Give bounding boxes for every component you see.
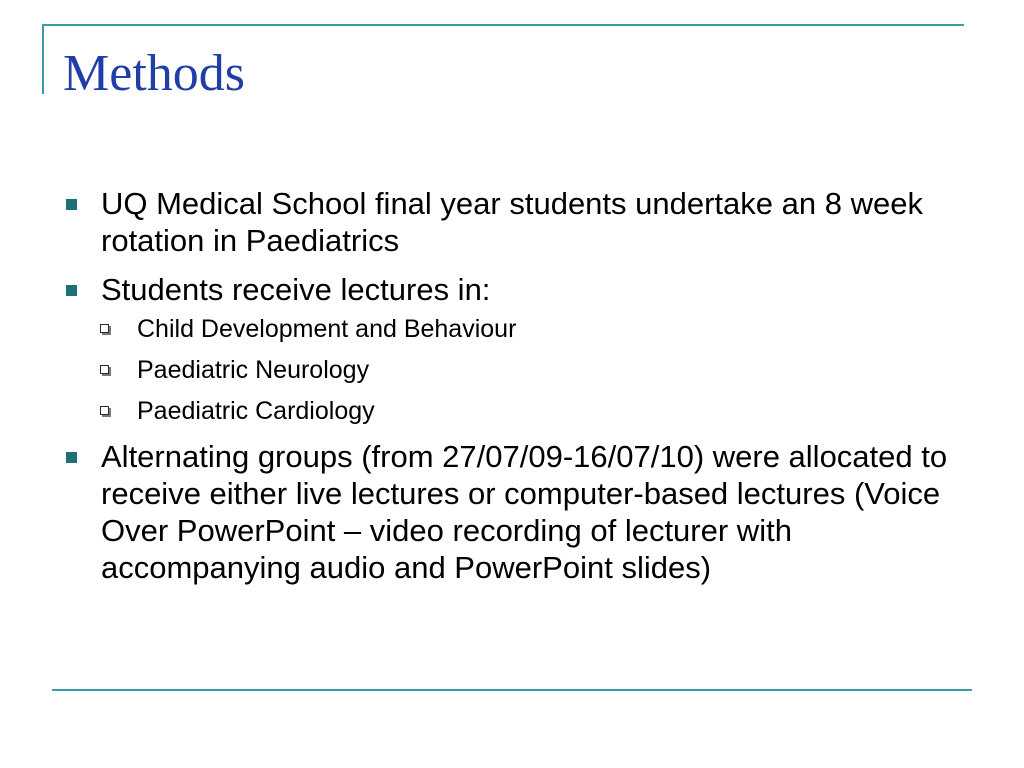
frame-left-rule <box>42 24 44 94</box>
square-bullet-icon <box>66 452 77 463</box>
hollow-square-bullet-icon <box>100 324 109 333</box>
bullet-list <box>66 185 966 598</box>
slide-title: Methods <box>63 45 245 102</box>
bullet-item <box>66 438 966 586</box>
hollow-square-bullet-icon <box>100 406 109 415</box>
sub-bullet-text: Paediatric Cardiology <box>137 397 375 425</box>
sub-bullet-item <box>66 355 966 385</box>
sub-bullet-list <box>66 314 966 426</box>
bullet-text: Alternating groups (from 27/07/09-16/07/10) were allocated to receive either live lectures or computer-based lectures (Voice Over PowerPoint – video recording of lecturer with accompanying audio and PowerPoint slides) <box>101 439 948 585</box>
hollow-square-bullet-icon <box>100 365 109 374</box>
sub-bullet-text: Child Development and Behaviour <box>137 315 517 343</box>
frame-top-rule <box>42 24 964 26</box>
bullet-text: UQ Medical School final year students undertake an 8 week rotation in Paediatrics <box>101 186 923 258</box>
sub-bullet-text: Paediatric Neurology <box>137 356 370 384</box>
square-bullet-icon <box>66 199 77 210</box>
frame-bottom-rule <box>52 689 972 691</box>
bullet-item <box>66 271 966 426</box>
bullet-item <box>66 185 966 259</box>
sub-bullet-item <box>66 396 966 426</box>
sub-bullet-item <box>66 314 966 344</box>
bullet-text: Students receive lectures in: <box>101 272 491 307</box>
square-bullet-icon <box>66 285 77 296</box>
